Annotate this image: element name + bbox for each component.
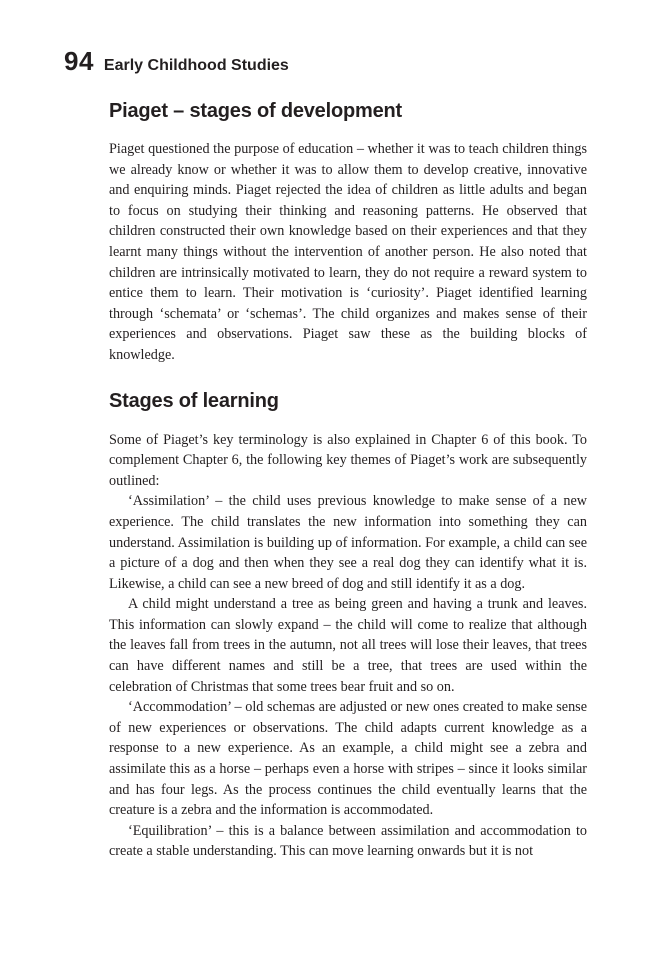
body-paragraph-equilibration: ‘Equilibration’ – this is a balance between assimilation and accommodation to create a stable understanding. This can move learning onwards but it is not: [109, 822, 587, 860]
page-body: [109, 100, 587, 862]
section-heading-piaget: Piaget – stages of development: [109, 100, 402, 122]
body-paragraph-tree-example: A child might understand a tree as being green and having a trunk and leaves. This information can slowly expand – the child will come to realize that although the leaves fall from trees in the autumn, not all trees will lose their leaves, that trees can have different names and still be a tree, that trees are used within the celebration of Christmas that some trees bear fruit and so on.: [109, 596, 587, 695]
running-head: [64, 46, 289, 77]
body-paragraph-piaget: Piaget questioned the purpose of education – whether it was to teach children things we already know or whether it was to allow them to develop creative, innovative and enquiring minds. Piaget rejected the idea of children as little adults and began to focus on studying their thinking and reasoning patterns. He observed that children constructed their own knowledge based on their experiences and that they learnt many things without the intervention of another person. He also noted that children are intrinsically motivated to learn, they do not require a reward system to entice them to learn. Their motivation is ‘curiosity’. Piaget identified learning through ‘schemata’ or ‘schemas’. The child organizes and makes sense of their experiences and observations. Piaget saw these as the building blocks of knowledge.: [109, 141, 587, 363]
body-paragraph-accommodation: ‘Accommodation’ – old schemas are adjusted or new ones created to make sense of new experiences or observations. The child adapts current knowledge as a response to a new experience. As an example, a child might see a zebra and assimilate this as a horse – perhaps even a horse with stripes – since it looks similar and has four legs. As the process continues the child eventually learns that the creature is a zebra and the information is accommodated.: [109, 699, 587, 819]
running-head-title: Early Childhood Studies: [103, 57, 289, 74]
section-heading-stages-of-learning: Stages of learning: [109, 389, 279, 412]
body-paragraph-assimilation: ‘Assimilation’ – the child uses previous knowledge to make sense of a new experience. The child translates the new information into something they can understand. Assimilation is building up of information. For example, a child can see a picture of a dog and then when they see a real dog they can identify what it is. Likewise, a child can see a new breed of dog and still identify it as a dog.: [109, 493, 587, 592]
body-paragraph-key-terminology: Some of Piaget’s key terminology is also explained in Chapter 6 of this book. To complement Chapter 6, the following key themes of Piaget’s work are subsequently outlined:: [109, 431, 587, 489]
page-number: 94: [64, 46, 94, 76]
